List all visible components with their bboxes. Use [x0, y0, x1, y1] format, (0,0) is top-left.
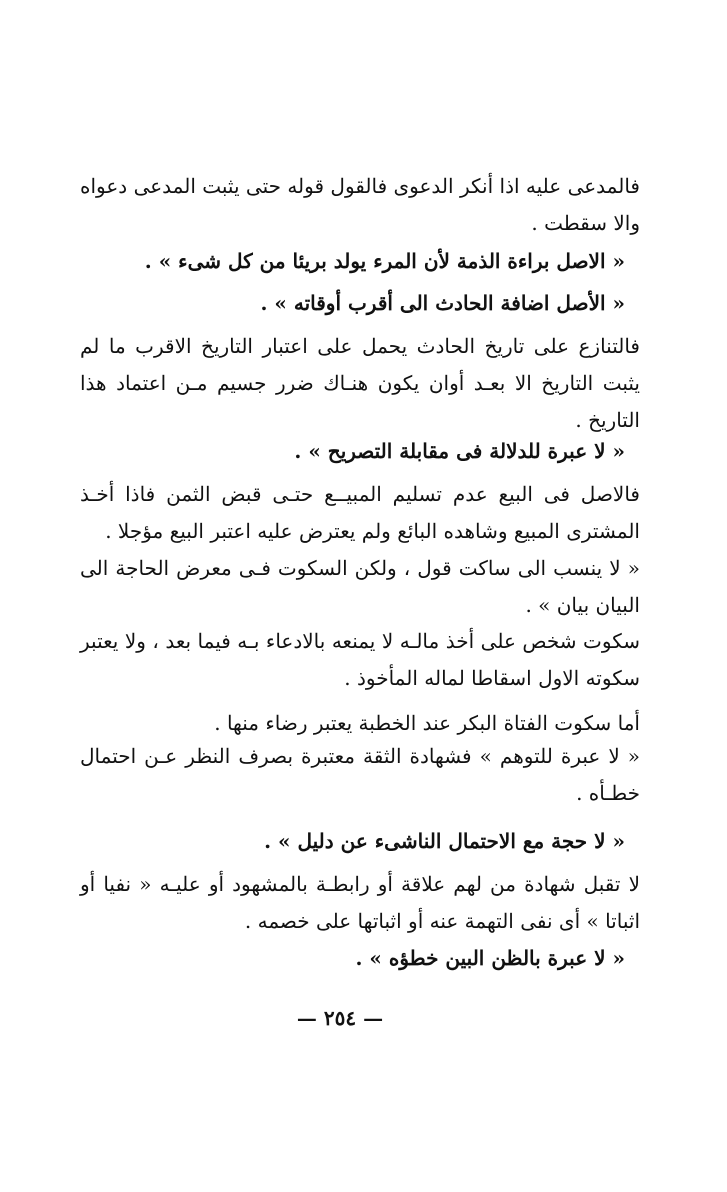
- paragraph-silence-property: سكوت شخص على أخذ مالـه لا يمنعه بالادعاء بـه فيما بعد ، ولا يعتبر سكوته الاول اسقاطا لماله المأخوذ .: [80, 629, 640, 690]
- paragraph-silence-rule: « لا ينسب الى ساكت قول ، ولكن السكوت فـى معرض الحاجة الى البيان بيان » .: [80, 556, 640, 617]
- rule-evident-mistake: « لا عبرة بالظن البين خطؤه » .: [355, 946, 625, 970]
- paragraph-sale-delivery: فالاصل فى البيع عدم تسليم المبيــع حتـى قبض الثمن فاذا أخـذ المشترى المبيع وشاهده البائع ولم يعترض عليه اعتبر البيع مؤجلا .: [80, 482, 640, 543]
- paragraph-illusion-rule: « لا عبرة للتوهم » فشهادة الثقة معتبرة بصرف النظر عـن احتمال خطـأه .: [80, 744, 640, 805]
- rule-implication-vs-explicit: « لا عبرة للدلالة فى مقابلة التصريح » .: [294, 439, 625, 463]
- paragraph-date-dispute: فالتنازع على تاريخ الحادث يحمل على اعتبار التاريخ الاقرب ما لم يثبت التاريخ الا بعـد أوان يكون هنـاك ضرر جسيم مـن اعتماد هذا التاريخ .: [80, 334, 640, 432]
- paragraph-testimony-relation: لا تقبل شهادة من لهم علاقة أو رابطـة بالمشهود أو عليـه « نفيا أو اثباتا » أى نفى التهمة عنه أو اثباتها على خصمه .: [80, 872, 640, 933]
- rule-no-argument-with-probability: « لا حجة مع الاحتمال الناشىء عن دليل » .: [264, 829, 625, 853]
- paragraph-silence-bride: أما سكوت الفتاة البكر عند الخطبة يعتبر رضاء منها .: [214, 711, 640, 735]
- paragraph-defendant-denial: فالمدعى عليه اذا أنكر الدعوى فالقول قوله حتى يثبت المدعى دعواه والا سقطت .: [80, 174, 640, 235]
- rule-presumption-innocence: « الاصل براءة الذمة لأن المرء يولد بريئا من كل شىء » .: [144, 249, 625, 273]
- rule-nearest-time: « الأصل اضافة الحادث الى أقرب أوقاته » .: [260, 291, 625, 315]
- page-number: — ٢٥٤ —: [296, 1006, 384, 1030]
